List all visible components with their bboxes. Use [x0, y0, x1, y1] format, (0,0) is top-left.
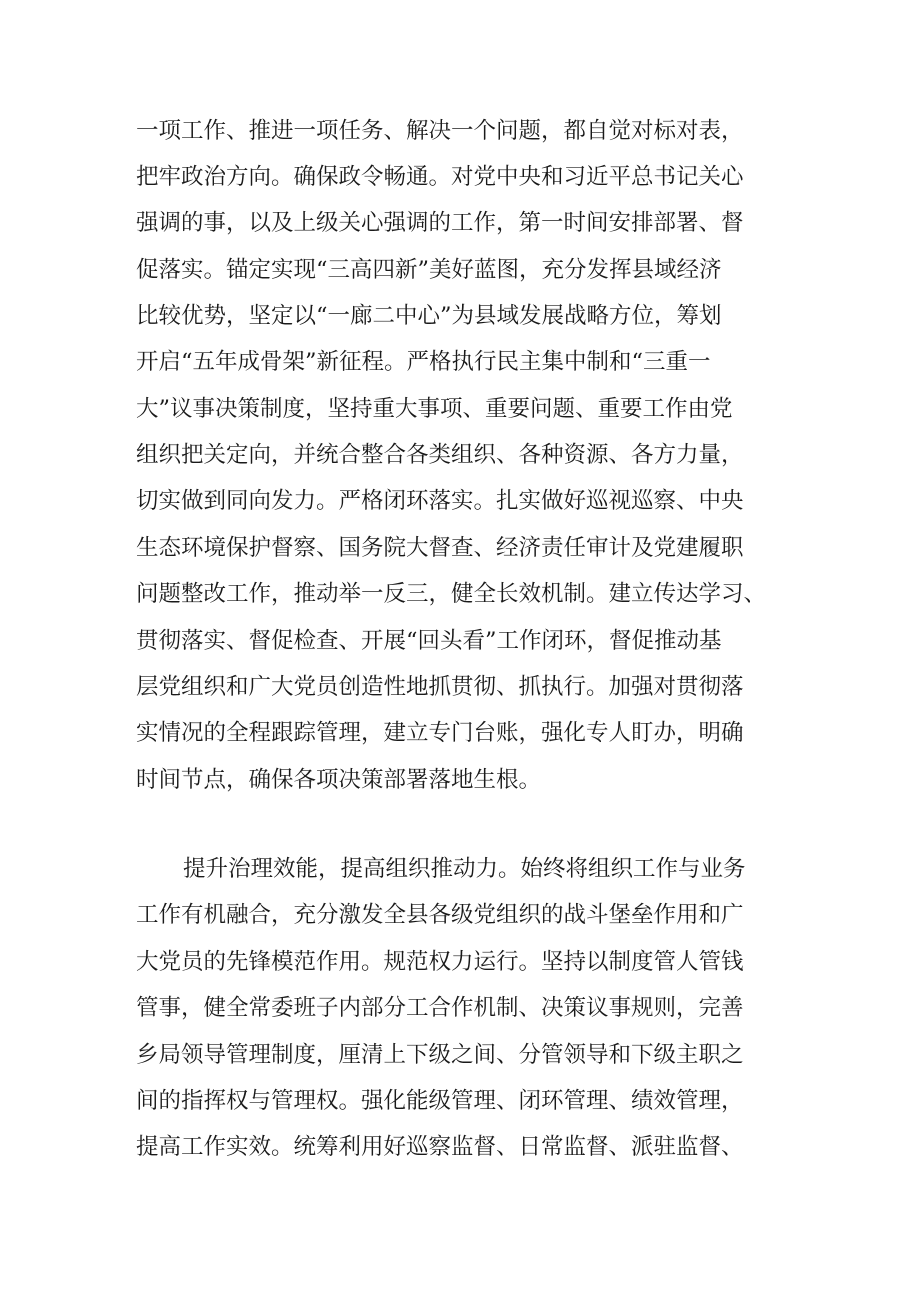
text-line: 比较优势，坚定以“一廊二中心”为县域发展战略方位，筹划: [136, 303, 722, 329]
text-line: 问题整改工作，推动举一反三，健全长效机制。建立传达学习、: [136, 581, 767, 607]
text-line: 把牢政治方向。确保政令畅通。对党中央和习近平总书记关心: [136, 164, 744, 190]
text-line: 间的指挥权与管理权。强化能级管理、闭环管理、绩效管理，: [136, 1088, 744, 1114]
text-line: 大党员的先锋模范作用。规范权力运行。坚持以制度管人管钱: [136, 949, 744, 975]
text-line: 切实做到同向发力。严格闭环落实。扎实做好巡视巡察、中央: [136, 488, 744, 514]
text-line: 贯彻落实、督促检查、开展“回头看”工作闭环，督促推动基: [136, 628, 722, 654]
text-line: 生态环境保护督察、国务院大督查、经济责任审计及党建履职: [136, 535, 744, 561]
text-line: 工作有机融合，充分激发全县各级党组织的战斗堡垒作用和广: [136, 902, 744, 928]
text-line: 提高工作实效。统筹利用好巡察监督、日常监督、派驻监督、: [136, 1134, 744, 1160]
text-line: 时间节点，确保各项决策部署落地生根。: [136, 767, 542, 793]
text-line: 一项工作、推进一项任务、解决一个问题，都自觉对标对表，: [136, 118, 744, 144]
text-line: 组织把关定向，并统合整合各类组织、各种资源、各方力量，: [136, 442, 744, 468]
text-line-indented: 提升治理效能，提高组织推动力。始终将组织工作与业务: [183, 856, 746, 882]
text-line: 管事，健全常委班子内部分工合作机制、决策议事规则，完善: [136, 995, 744, 1021]
text-line: 实情况的全程跟踪管理，建立专门台账，强化专人盯办，明确: [136, 720, 744, 746]
text-line: 强调的事，以及上级关心强调的工作，第一时间安排部署、督: [136, 210, 744, 236]
text-line: 乡局领导管理制度，厘清上下级之间、分管领导和下级主职之: [136, 1042, 744, 1068]
text-line: 层党组织和广大党员创造性地抓贯彻、抓执行。加强对贯彻落: [136, 674, 744, 700]
text-line: 开启“五年成骨架”新征程。严格执行民主集中制和“三重一: [136, 349, 711, 375]
text-line: 促落实。锚定实现“三高四新”美好蓝图，充分发挥县域经济: [136, 257, 722, 283]
text-line: 大”议事决策制度，坚持重大事项、重要问题、重要工作由党: [136, 396, 733, 422]
